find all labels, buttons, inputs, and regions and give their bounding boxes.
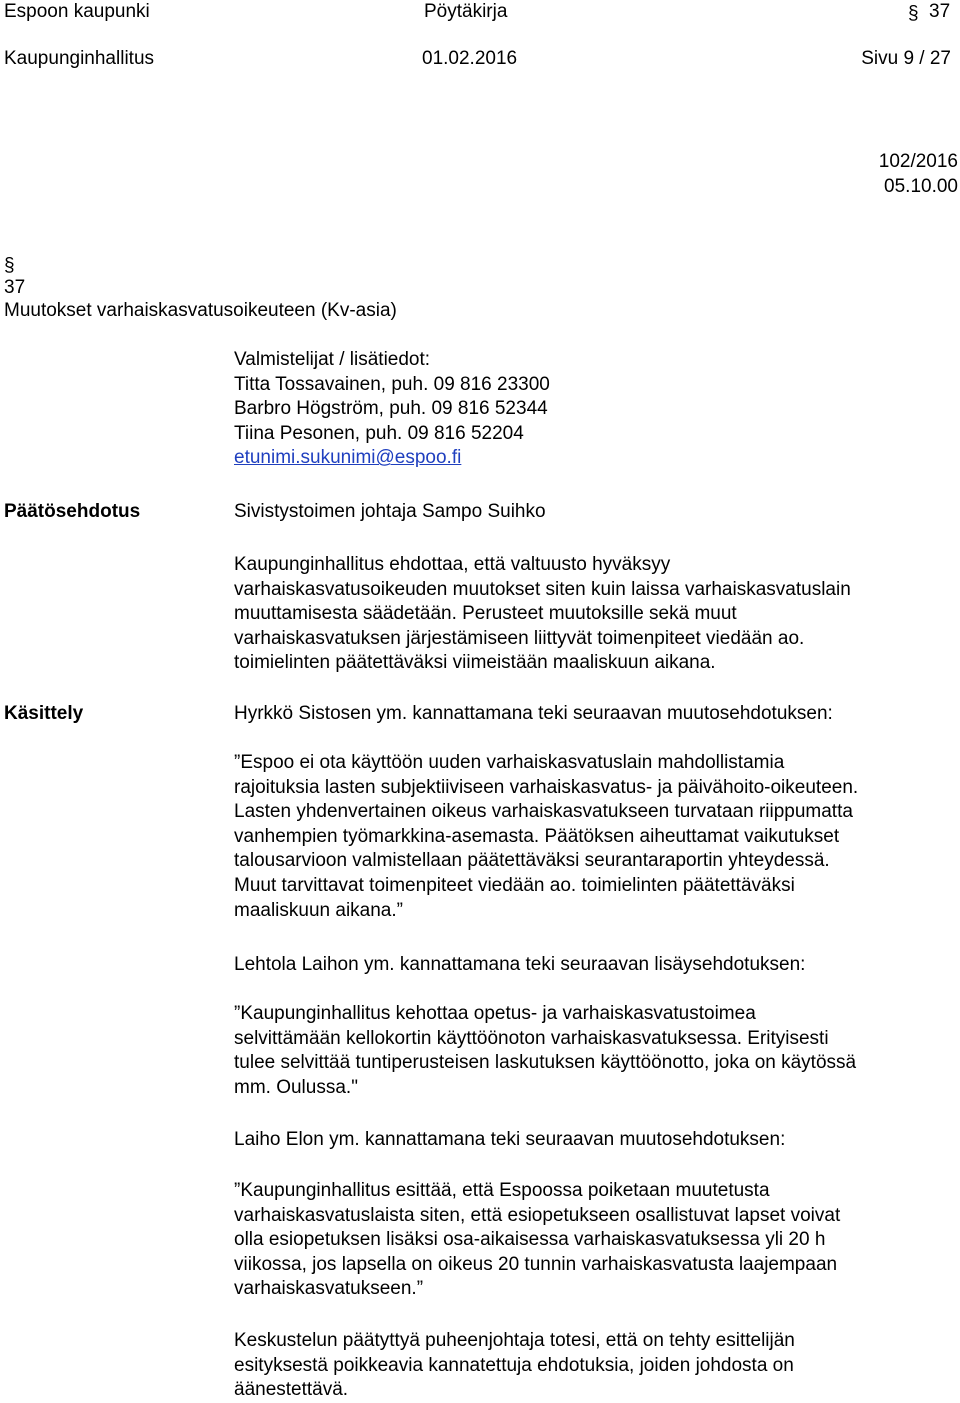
proposal-line: varhaiskasvatuksen järjestämiseen liittyvät toimenpiteet viedään ao.: [234, 627, 805, 649]
item-number: 37: [4, 277, 26, 298]
motion-line: Lasten yhdenvertainen oikeus varhaiskasvatukseen turvataan riippumatta: [234, 801, 853, 823]
item-section-sign: §: [4, 255, 15, 276]
closing-line: Keskustelun päätyttyä puheenjohtaja totesi, että on tehty esittelijän: [234, 1330, 795, 1351]
closing-text: [234, 1329, 956, 1403]
email-link[interactable]: etunimi.sukunimi@espoo.fi: [234, 447, 462, 469]
motion-intro: Lehtola Laihon ym. kannattamana teki seuraavan lisäysehdotuksen:: [234, 954, 806, 975]
preparer-line: Barbro Högström, puh. 09 816 52344: [234, 398, 548, 420]
header-org: Espoon kaupunki: [4, 1, 150, 22]
motion-intro: Hyrkkö Sistosen ym. kannattamana teki seuraavan muutosehdotuksen:: [234, 703, 833, 724]
header-doc-type: Pöytäkirja: [424, 1, 508, 22]
motion-text: [234, 1002, 956, 1100]
motion-line: selvittämään kellokortin käyttöönoton varhaiskasvatuksessa. Erityisesti: [234, 1027, 829, 1049]
motion-line: varhaiskasvatuslaista siten, että esiopetukseen osallistuvat lapset voivat: [234, 1204, 841, 1226]
motion-line: ”Kaupunginhallitus esittää, että Espoossa poiketaan muutetusta: [234, 1180, 770, 1201]
proposal-text: [234, 553, 956, 676]
preparer-line: Tiina Pesonen, puh. 09 816 52204: [234, 422, 524, 444]
handling-label: Käsittely: [4, 703, 84, 724]
header-date: 01.02.2016: [422, 48, 518, 69]
motion-line: talousarvioon valmistellaan päätettäväksi seurantaraportin yhteydessä.: [234, 850, 830, 872]
proposal-proposer: Sivistystoimen johtaja Sampo Suihko: [234, 501, 546, 522]
preparer-line: Titta Tossavainen, puh. 09 816 23300: [234, 373, 550, 395]
proposal-line: Kaupunginhallitus ehdottaa, että valtuusto hyväksyy: [234, 554, 671, 575]
motion-line: tulee selvittää tuntiperusteisen laskutuksen käyttöönotto, joka on käytössä: [234, 1052, 857, 1074]
motion-line: ”Espoo ei ota käyttöön uuden varhaiskasvatuslain mahdollistamia: [234, 752, 785, 773]
preparers-block: [234, 348, 956, 471]
header-section-number: 37: [929, 1, 951, 22]
closing-line: esityksestä poikkeavia kannatettuja ehdotuksia, joiden johdosta on: [234, 1354, 794, 1376]
motion-line: varhaiskasvatukseen.”: [234, 1278, 424, 1300]
proposal-line: muuttamisesta säädetään. Perusteet muutoksille sekä muut: [234, 603, 737, 625]
closing-line: äänestettävä.: [234, 1379, 349, 1401]
proposal-line: varhaiskasvatusoikeuden muutokset siten kuin laissa varhaiskasvatuslain: [234, 578, 851, 600]
motion-line: vanhempien työmarkkina-asemasta. Päätöksen aiheuttamat vaikutukset: [234, 825, 840, 847]
motion-line: viikossa, jos lapsella on oikeus 20 tunnin varhaiskasvatusta laajempaan: [234, 1253, 838, 1275]
proposal-line: toimielinten päätettäväksi viimeistään maaliskuun aikana.: [234, 652, 716, 674]
item-title: Muutokset varhaiskasvatusoikeuteen (Kv-asia): [4, 300, 397, 321]
motion-text: [234, 1179, 956, 1302]
classification-code: 05.10.00: [884, 176, 958, 197]
case-number: 102/2016: [878, 151, 958, 172]
motion-line: olla esiopetuksen lisäksi osa-aikaisessa varhaiskasvatuksessa yli 20 h: [234, 1229, 826, 1251]
header-page: Sivu 9 / 27: [861, 48, 951, 69]
header-body: Kaupunginhallitus: [4, 48, 155, 69]
motion-intro: Laiho Elon ym. kannattamana teki seuraavan muutosehdotuksen:: [234, 1129, 786, 1150]
motion-line: mm. Oulussa.": [234, 1076, 358, 1098]
motion-line: Muut tarvittavat toimenpiteet viedään ao. toimielinten päätettäväksi: [234, 874, 795, 896]
proposal-label: Päätösehdotus: [4, 501, 141, 522]
header-section-sign: §: [908, 3, 919, 24]
motion-line: ”Kaupunginhallitus kehottaa opetus- ja varhaiskasvatustoimea: [234, 1003, 756, 1024]
motion-line: maaliskuun aikana.”: [234, 899, 403, 921]
motion-text: [234, 751, 956, 923]
preparers-label: Valmistelijat / lisätiedot:: [234, 349, 431, 370]
motion-line: rajoituksia lasten subjektiiviseen varhaiskasvatus- ja päivähoito-oikeuteen.: [234, 776, 859, 798]
